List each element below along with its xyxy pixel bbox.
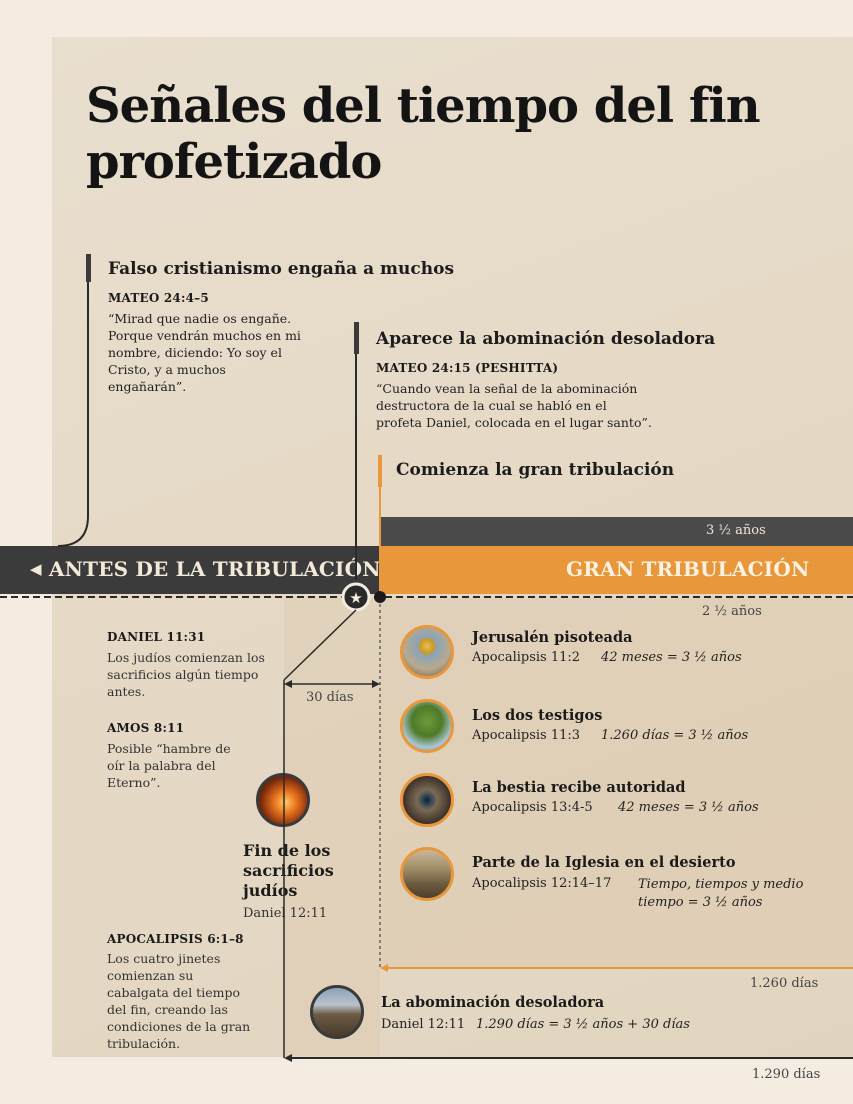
- span-label-1260-days: 1.260 días: [750, 976, 819, 991]
- page-title: Señales del tiempo del fin profetizado: [86, 78, 760, 190]
- item-ref: Apocalipsis 11:2: [472, 650, 581, 665]
- before-tribulation-label: ◀ ANTES DE LA TRIBULACIÓN: [30, 557, 381, 581]
- item-duration: 1.260 días = 3 ½ años: [601, 728, 749, 743]
- great-tribulation-label: GRAN TRIBULACIÓN: [566, 557, 810, 581]
- note-text-amos: Posible “hambre de oír la palabra del Eterno”.: [107, 741, 231, 790]
- item-duration: Tiempo, tiempos y medio tiempo = 3 ½ años: [638, 877, 804, 910]
- item-title: Los dos testigos: [472, 707, 603, 724]
- note-ref-apocalipsis-6: APOCALIPSIS 6:1–8: [107, 932, 244, 946]
- item-ref: Apocalipsis 13:4-5: [472, 800, 593, 815]
- event-quote-false-christianity: “Mirad que nadie os engañe. Porque vendrán muchos en mi nombre, diciendo: Yo soy el Cristo, y a muchos engañarán”.: [108, 311, 301, 394]
- item-ref: Apocalipsis 12:14–17: [472, 876, 612, 891]
- chevron-left-icon: ◀: [30, 560, 42, 578]
- star-icon: ★: [349, 589, 363, 607]
- span-label-3-5-years: 3 ½ años: [706, 523, 766, 538]
- item-duration: 42 meses = 3 ½ años: [618, 800, 759, 815]
- sacrifices-end-title: Fin de los sacrificios judíos: [243, 841, 334, 900]
- item-title: La bestia recibe autoridad: [472, 779, 686, 796]
- event-ref-mateo-24-4: MATEO 24:4–5: [108, 291, 209, 305]
- abomination-item-title: La abominación desoladora: [381, 994, 605, 1011]
- item-ref: Apocalipsis 11:3: [472, 728, 581, 743]
- event-ref-mateo-24-15: MATEO 24:15 (PESHITTA): [376, 361, 559, 375]
- abomination-item-ref: Daniel 12:11: [381, 1017, 466, 1032]
- note-text-apocalipsis: Los cuatro jinetes comienzan su cabalgata del tiempo del fin, creando las condiciones de la gran tribulación.: [107, 951, 251, 1051]
- abomination-item-duration: 1.290 días = 3 ½ años + 30 días: [476, 1017, 690, 1032]
- event-heading-abomination: Aparece la abominación desoladora: [376, 329, 716, 349]
- note-ref-amos-8-11: AMOS 8:11: [107, 721, 185, 735]
- span-label-2-5-years: 2 ½ años: [702, 604, 762, 619]
- event-quote-abomination: “Cuando vean la señal de la abominación destructora de la cual se habló en el profeta Daniel, colocada en el lugar santo”.: [376, 381, 652, 430]
- item-duration: 42 meses = 3 ½ años: [601, 650, 742, 665]
- note-ref-daniel-11-31: DANIEL 11:31: [107, 630, 206, 644]
- item-title: Parte de la Iglesia en el desierto: [472, 854, 736, 871]
- span-label-30-days: 30 días: [306, 690, 354, 705]
- event-heading-false-christianity: Falso cristianismo engaña a muchos: [108, 259, 455, 279]
- sacrifices-end-ref: Daniel 12:11: [243, 906, 328, 921]
- event-heading-great-tribulation: Comienza la gran tribulación: [396, 460, 675, 480]
- note-text-daniel: Los judíos comienzan los sacrificios algún tiempo antes.: [107, 650, 265, 699]
- span-label-1290-days: 1.290 días: [752, 1067, 821, 1082]
- item-title: Jerusalén pisoteada: [472, 629, 633, 646]
